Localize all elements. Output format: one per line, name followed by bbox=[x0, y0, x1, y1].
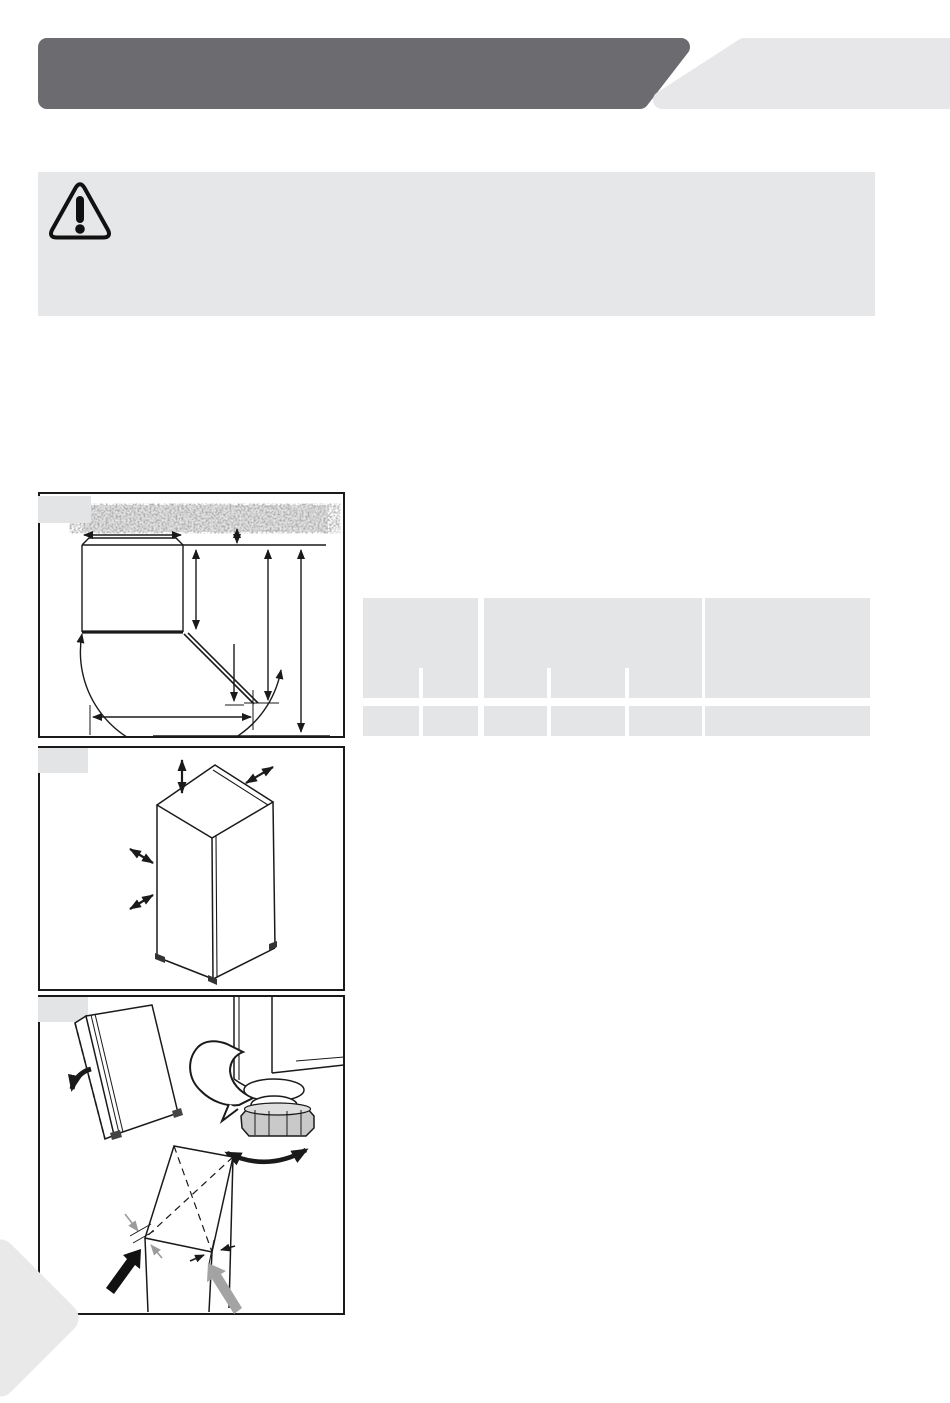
warning-panel bbox=[38, 172, 875, 316]
wrench bbox=[190, 1041, 253, 1105]
table-cell bbox=[423, 706, 478, 736]
page-header bbox=[0, 0, 950, 125]
wall-hatch bbox=[82, 505, 328, 532]
table-cell bbox=[484, 706, 547, 736]
warning-triangle-icon bbox=[44, 178, 116, 246]
figure2-label-chip bbox=[38, 748, 88, 773]
figure-ventilation-clearance bbox=[38, 746, 345, 991]
table-cell bbox=[551, 706, 625, 736]
top-view-check bbox=[106, 1146, 242, 1314]
figure-ventilation-drawing bbox=[38, 746, 345, 991]
header-tab-shape bbox=[662, 47, 950, 100]
rotate-arrow bbox=[227, 1150, 306, 1162]
leveling-foot bbox=[190, 997, 344, 1162]
table-cell bbox=[629, 706, 702, 736]
figure3-label-chip bbox=[38, 997, 88, 1022]
fridge-plan-outline bbox=[80, 538, 330, 738]
warning-text bbox=[130, 186, 859, 306]
tilted-fridge bbox=[72, 1005, 183, 1140]
table-cell bbox=[705, 706, 870, 736]
table-header-group2 bbox=[484, 598, 702, 698]
table-subdivider bbox=[547, 668, 551, 698]
table-header-group3 bbox=[705, 598, 870, 698]
figure-door-clearance-drawing bbox=[38, 492, 345, 738]
table-subdivider bbox=[419, 668, 423, 698]
header-banner-shape bbox=[47, 47, 681, 100]
figure1-label-chip bbox=[38, 496, 91, 523]
figure-leveling-drawing bbox=[38, 995, 345, 1315]
figure-door-clearance bbox=[38, 492, 345, 738]
figure-leveling bbox=[38, 995, 345, 1315]
table-cell bbox=[363, 706, 419, 736]
table-subdivider bbox=[625, 668, 629, 698]
black-push-arrow bbox=[106, 1249, 141, 1294]
fridge-isometric bbox=[155, 765, 277, 985]
gray-push-arrow bbox=[207, 1263, 242, 1314]
dimensions-table bbox=[363, 598, 870, 736]
